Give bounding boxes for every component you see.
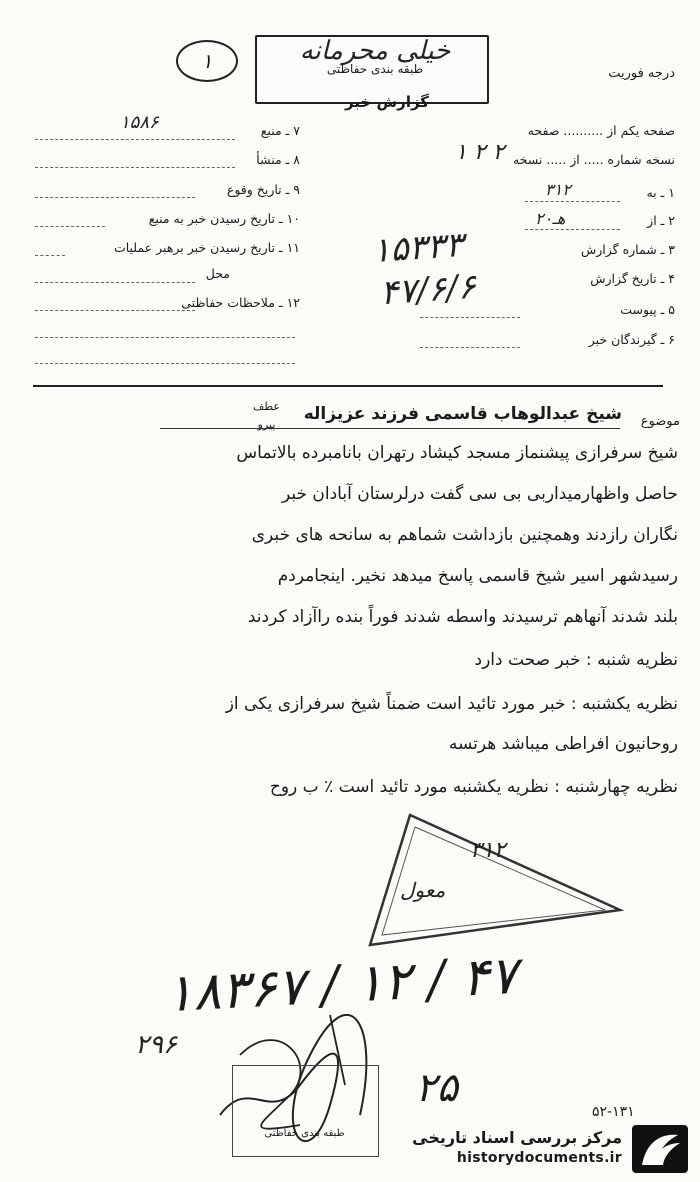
subject-text: شیخ عبدالوهاب قاسمی فرزند عزیزاله — [303, 404, 622, 424]
field-date-to-leader-dots — [35, 254, 65, 256]
field-origin: ۸ ـ منشأ — [256, 152, 300, 167]
field-from: ۲ ـ از — [647, 213, 675, 228]
field-recipients-dots — [420, 346, 520, 348]
header-divider — [33, 385, 663, 387]
field-attachment-dots — [420, 316, 520, 318]
handwritten-small-number: ۲۹۶ — [135, 1030, 177, 1060]
triangle-word: معول — [400, 878, 446, 902]
field-date-to-source: ۱۰ ـ تاریخ رسیدن خبر به منبع — [148, 211, 300, 226]
field-attachment: ۵ ـ پیوست — [620, 302, 675, 317]
bottom-stamp — [232, 1065, 379, 1157]
field-source-value: ۱۵۸۶ — [120, 112, 159, 133]
bottom-stamp-text: طبقه بندی حفاظتی — [264, 1128, 345, 1139]
field-from-value: ۲۰هـ — [535, 209, 566, 228]
body-line: حاصل واظهارمیداربی بی سی گفت درلرستان آبادان خبر — [281, 484, 678, 504]
field-security-dots-3 — [35, 362, 295, 364]
handwritten-big-number: ۱۸۳۶۷ / ۱۲ / ۴۷ — [163, 945, 519, 1025]
classification-label: طبقه بندی حفاظتی — [326, 62, 424, 76]
subject-note-bottom: پیرو — [257, 418, 276, 431]
subject-underline — [160, 428, 620, 429]
circled-number: ۱ — [176, 40, 238, 82]
triangle-stamp — [350, 805, 630, 955]
body-line: نظریه یکشنبه : خبر مورد تائید است ضمناً شیخ سرفرازی یکی از — [225, 694, 678, 714]
body-line: بلند شدند آنهاهم ترسیدند واسطه شدند فوراً بنده راآزاد کردند — [247, 607, 678, 627]
body-line: نظریه چهارشنبه : نظریه یکشنبه مورد تائید است ٪ ب روح — [269, 777, 678, 797]
field-from-dots — [525, 228, 620, 230]
field-report-date: ۴ ـ تاریخ گزارش — [590, 271, 675, 286]
body-line: نظریه شنبه : خبر صحت دارد — [474, 650, 678, 670]
field-to-value: ۳۱۲ — [545, 180, 571, 199]
triangle-number: ۳۱۲ — [470, 838, 506, 863]
field-to-dots — [525, 200, 620, 202]
urgency-label: درجه فوریت — [608, 66, 675, 81]
field-source: ۷ ـ منبع — [260, 123, 300, 138]
field-date-to-leader: ۱۱ ـ تاریخ رسیدن خبر برهبر عملیات — [113, 240, 300, 255]
body-line: روحانیون افراطی میباشد هرتسه — [448, 734, 678, 754]
body-line: رسیدشهر اسیر شیخ قاسمی پاسخ میدهد نخیر. اینجامردم — [277, 566, 678, 586]
subject-label: موضوع — [640, 414, 680, 429]
field-page: صفحه یکم از .......... صفحه — [527, 123, 675, 138]
field-place-dots — [35, 281, 195, 283]
field-security-notes: ۱۲ ـ ملاحظات حفاظتی — [181, 295, 300, 310]
field-report-number: ۳ ـ شماره گزارش — [580, 242, 675, 257]
field-occurrence-date: ۹ ـ تاریخ وقوع — [226, 182, 300, 197]
handwritten-side-number: ۲۵ — [415, 1065, 458, 1111]
field-copy-value: ۱ ۲ ۲ — [455, 140, 505, 165]
field-date-to-source-dots — [35, 225, 105, 227]
field-origin-dots — [35, 166, 235, 168]
field-source-dots — [35, 138, 235, 140]
stamp-handwritten: خیلی محرمانه — [299, 36, 451, 66]
subject-note-top: عطف — [253, 400, 280, 413]
footer-url: historydocuments.ir — [456, 1150, 622, 1166]
field-occurrence-dots — [35, 196, 195, 198]
body-line: شیخ سرفرازی پیشنماز مسجد کیشاد رتهران بانامبرده بالاتماس — [236, 443, 678, 463]
field-copy-number: نسخه شماره ..... از ..... نسخه — [512, 152, 675, 167]
field-place: محل — [205, 266, 230, 281]
field-security-dots-2 — [35, 336, 295, 338]
body-line: نگاران رازدند وهمچنین بازداشت شماهم به سانحه های خبری — [251, 525, 678, 545]
field-recipients: ۶ ـ گیرندگان خبر — [588, 332, 675, 347]
field-security-dots-1 — [35, 309, 195, 311]
archive-logo-icon — [632, 1125, 688, 1173]
handwritten-report-number: ۱۵۳۳۳ — [370, 224, 465, 272]
handwritten-report-date: ۴۷/۶/۶ — [378, 266, 478, 314]
page-code: ۵۲-۱۳۱ — [592, 1104, 635, 1120]
footer-organization: مرکز بررسی اسناد تاریخی — [412, 1128, 622, 1147]
field-to: ۱ ـ به — [646, 185, 675, 200]
report-title: گزارش خبر — [345, 93, 430, 111]
